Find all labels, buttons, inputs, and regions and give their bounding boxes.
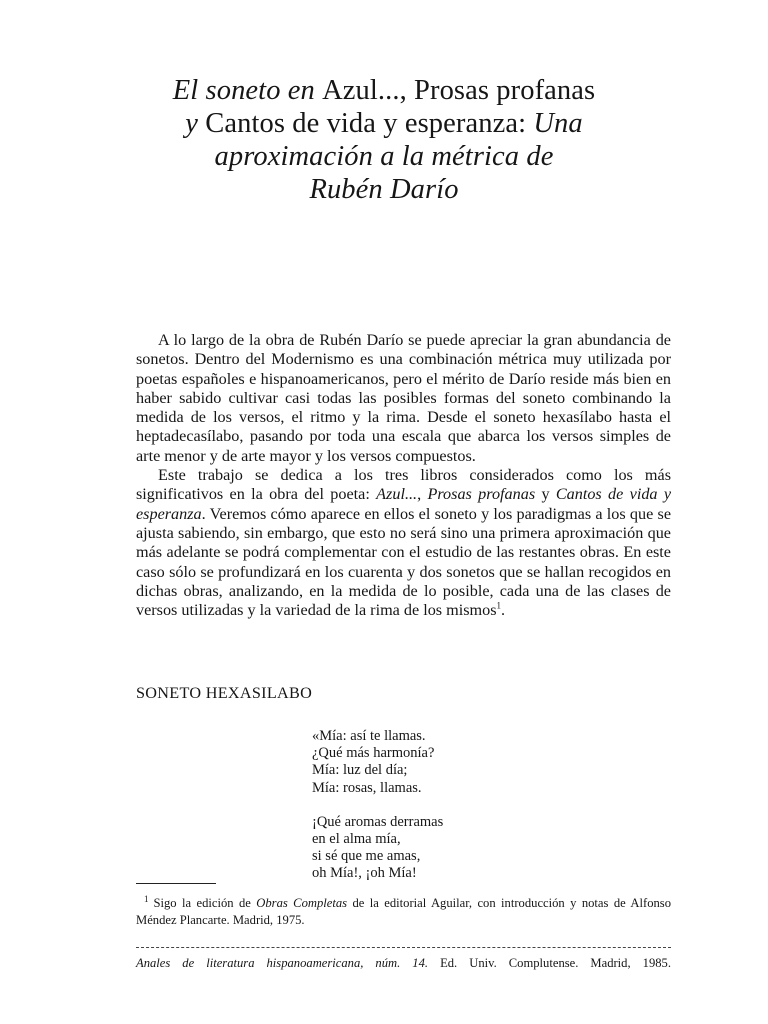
- poem-line: ¡Qué aromas derramas: [312, 813, 444, 830]
- footnote-number: 1: [144, 893, 149, 904]
- poem-line: ¿Qué más harmonía?: [312, 745, 435, 762]
- poem-line: oh Mía!, ¡oh Mía!: [312, 865, 417, 882]
- title-line-3: aproximación a la métrica de: [214, 141, 554, 172]
- paragraph-1: A lo largo de la obra de Rubén Darío se puede apreciar la gran abundancia de sonetos. Dentro del Modernismo es una combinación métrica muy utilizada por poetas españoles e hispanoamericanos, pero el mérito de Darío reside más bien en haber sabido cultivar casi todas las posibles formas del soneto combinando la medida de los versos, el ritmo y la rima. Desde el soneto hexasílabo hasta el heptadecasílabo, pasando por toda una escala que abarca los versos simples de arte menor y de arte mayor y los versos compuestos.: [136, 331, 671, 465]
- running-foot: Anales de literatura hispanoamericana, núm. 14. Ed. Univ. Complutense. Madrid, 1985.: [136, 956, 671, 970]
- poem-line: «Mía: así te llamas.: [312, 728, 426, 744]
- poem-stanza-1: [312, 728, 443, 797]
- running-foot-divider: [136, 947, 671, 948]
- footnote-marker: 1: [496, 600, 502, 611]
- poem: [312, 728, 443, 900]
- poem-line: si sé que me amas,: [312, 848, 421, 865]
- poem-line: Mía: rosas, llamas.: [312, 779, 422, 796]
- title-line-1: El soneto en Azul..., Prosas profanas: [172, 75, 596, 106]
- body-text: [136, 331, 671, 620]
- section-heading: SONETO HEXASILABO: [136, 684, 313, 702]
- poem-line: Mía: luz del día;: [312, 762, 408, 779]
- poem-stanza-2: [312, 814, 443, 883]
- article-title: [0, 74, 768, 206]
- title-line-2: y Cantos de vida y esperanza: Una: [185, 108, 583, 139]
- title-line-4: Rubén Darío: [309, 174, 459, 205]
- paragraph-2: Este trabajo se dedica a los tres libros considerados como los más significativos en la obra del poeta: Azul..., Prosas profanas y Cantos de vida y esperanza. Veremos cómo aparece en ellos el soneto y los paradigmas a los que se ajusta sabiendo, sin embargo, que esto no será sino una primera aproximación que más adelante se podrá complementar con el estudio de las restantes obras. En este caso sólo se profundizará en los cuarenta y dos sonetos que se hallan recogidos en dichas obras, analizando, en la medida de lo posible, cada una de las clases de versos utilizadas y la variedad de la rima de los mismos$^1$.: [136, 466, 672, 620]
- poem-line: en el alma mía,: [312, 831, 401, 848]
- footnote-divider: [136, 883, 216, 884]
- footnote: $^1$ Sigo la edición de Obras Completas de la editorial Aguilar, con introducción y notas de Alfonso Méndez Plancarte. Madrid, 1975.: [136, 893, 672, 927]
